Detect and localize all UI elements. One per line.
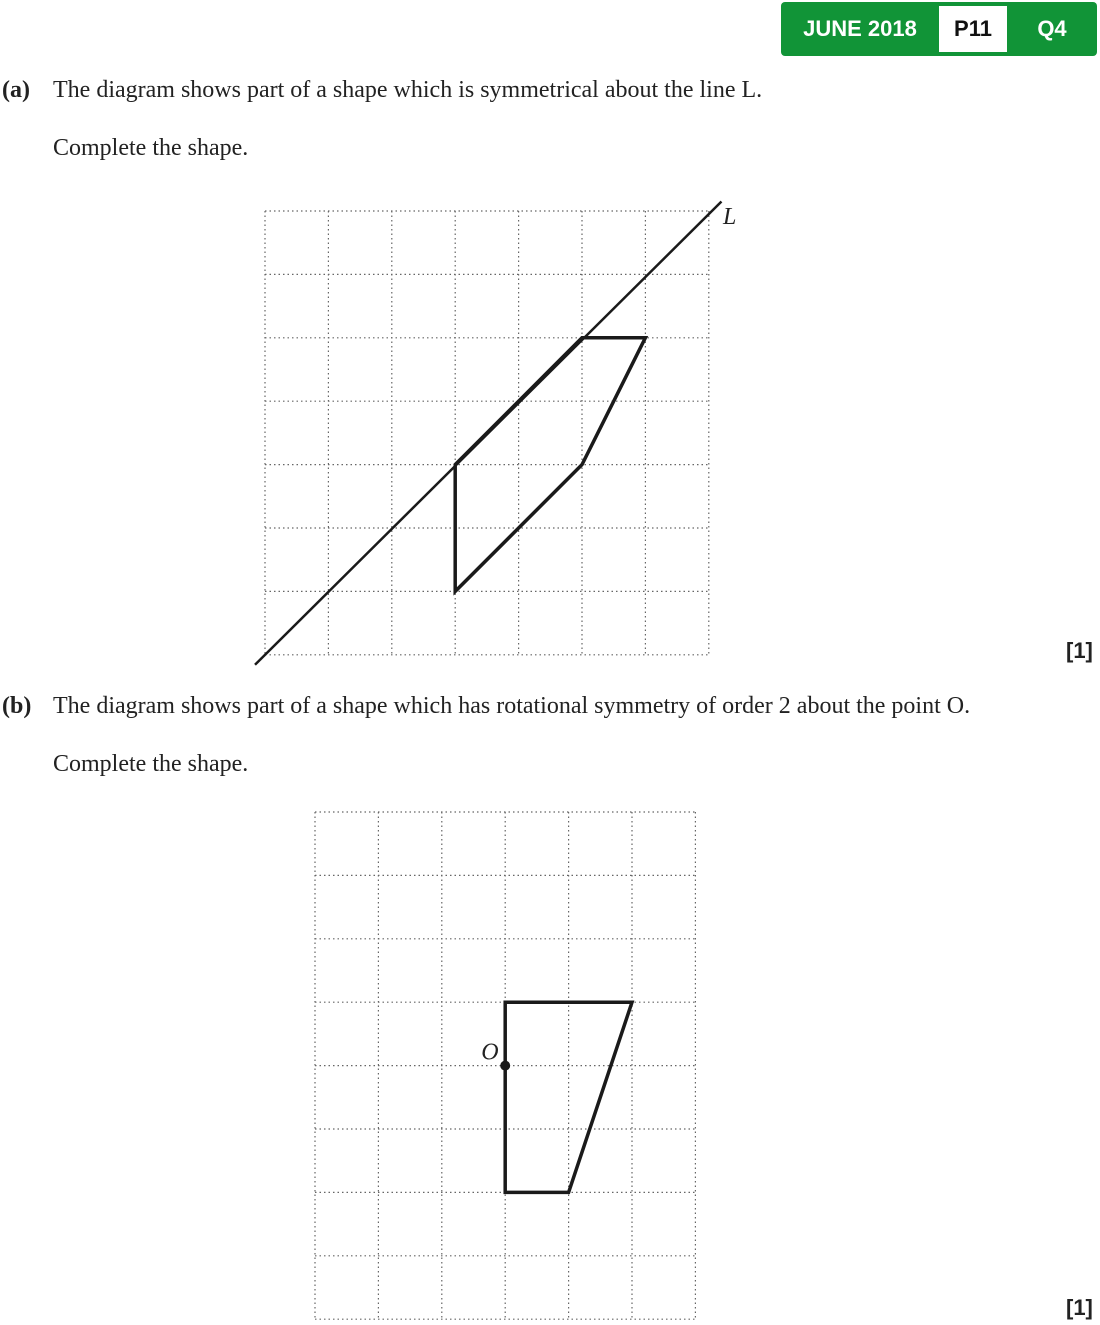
- part-b-marks: [1]: [1066, 1295, 1093, 1320]
- point-O-label: O: [481, 1039, 499, 1066]
- paper-number: P11: [939, 6, 1007, 52]
- exam-session: JUNE 2018: [803, 16, 917, 41]
- part-b-task: Complete the shape.: [53, 751, 249, 777]
- part-b-instruction: The diagram shows part of a shape which has rotational symmetry of order 2 about the point O.: [53, 693, 971, 719]
- part-b-label: (b): [2, 693, 32, 719]
- part-a-task: Complete the shape.: [53, 135, 249, 161]
- center-point-O: [500, 1061, 510, 1071]
- question-number: Q4: [1037, 16, 1067, 41]
- part-a-instruction: The diagram shows part of a shape which is symmetrical about the line L.: [53, 77, 763, 103]
- part-a-label: (a): [2, 77, 30, 103]
- line-L-label: L: [723, 204, 737, 230]
- part-a-diagram: [255, 201, 736, 664]
- part-a-marks: [1]: [1066, 638, 1093, 663]
- part-b-diagram: [315, 812, 695, 1319]
